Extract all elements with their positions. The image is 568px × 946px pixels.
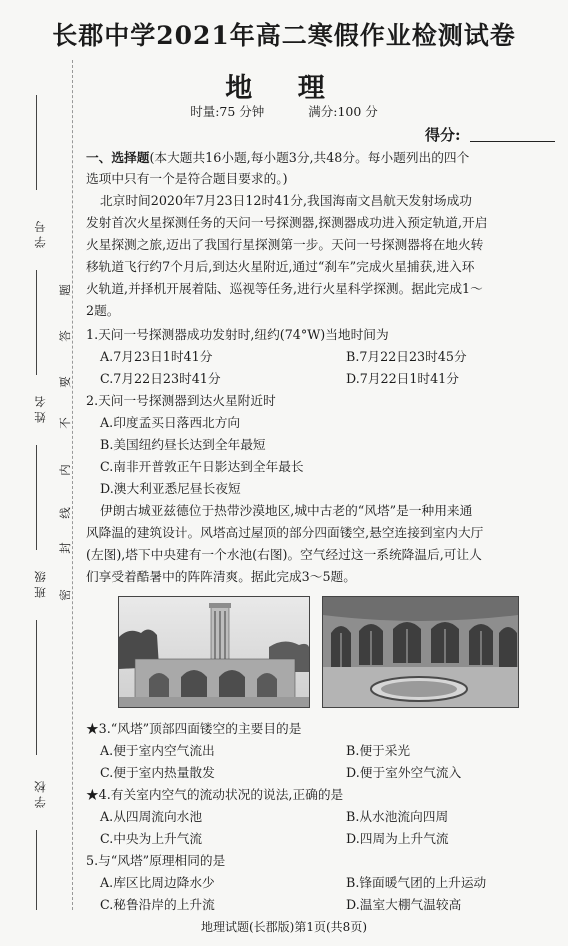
question-5-stem: 5.与“风塔”原理相同的是 [86,853,226,868]
passage-1-line-1: 北京时间2020年7月23日12时41分,我国海南文昌航天发射场成功 [100,193,472,208]
q4-option-a[interactable]: A.从四周流向水池 [100,809,203,824]
seal-char-5: 不 [58,417,72,429]
section-instruction [86,147,556,169]
q3-option-d[interactable]: D.便于室外空气流入 [346,765,462,780]
question-3-stem: ★3.“风塔”顶部四面镂空的主要目的是 [86,721,302,736]
exam-title: 长郡中学2021年高二寒假作业检测试卷 [52,21,516,50]
subject-title: 地 理 [225,73,343,104]
passage-1-line-4: 移轨道飞行约7个月后,到达火星附近,通过“刹车”完成火星捕获,进入环 [86,259,475,274]
margin-line-3 [36,445,38,550]
q5-option-d[interactable]: D.温室大棚气温较高 [346,897,462,912]
wind-tower-exterior-photo [118,596,310,708]
q1-option-c[interactable]: C.7月22日23时41分 [100,371,221,386]
exam-meta [0,102,568,120]
score-blank[interactable] [470,141,555,142]
student-number-label: 学 号 [33,221,47,249]
time-limit: 时量:75 分钟 [190,104,265,119]
margin-line-4 [36,620,38,755]
margin-line-2 [36,270,38,375]
passage-2-line-2: 风降温的建筑设计。风塔高过屋顶的部分四面镂空,悬空连接到室内大厅 [86,525,484,540]
passage-1-line-5: 火轨道,并择机开展着陆、巡视等任务,进行火星科学探测。据此完成1～ [86,281,483,296]
seal-dashed-line [72,60,73,910]
q3-option-b[interactable]: B.便于采光 [346,743,411,758]
q2-option-d[interactable]: D.澳大利亚悉尼昼长夜短 [100,481,241,496]
seal-char-2: 封 [58,542,72,554]
q1-option-b[interactable]: B.7月22日23时45分 [346,349,467,364]
q4-option-d[interactable]: D.四周为上升气流 [346,831,449,846]
seal-char-3: 线 [58,507,72,519]
q2-option-a[interactable]: A.印度孟买日落西北方向 [100,415,241,430]
q3-option-c[interactable]: C.便于室内热量散发 [100,765,215,780]
seal-char-6: 要 [58,376,72,388]
q1-option-a[interactable]: A.7月23日1时41分 [100,349,213,364]
seal-char-8: 题 [58,284,72,296]
margin-line-top [36,95,38,190]
instruction-line-1: (本大题共16小题,每小题3分,共48分。每小题列出的四个 [149,150,470,165]
score-label: 得分: [425,126,461,144]
wind-tower-interior-photo [322,596,519,708]
q5-option-c[interactable]: C.秘鲁沿岸的上升流 [100,897,215,912]
school-label: 学 校 [33,781,47,809]
question-2-stem: 2.天问一号探测器到达火星附近时 [86,393,276,408]
full-score: 满分:100 分 [308,104,378,119]
passage-1-line-2: 发射首次火星探测任务的天问一号探测器,探测器成功进入预定轨道,开启 [86,215,488,230]
q1-option-d[interactable]: D.7月22日1时41分 [346,371,459,386]
passage-1-line-3: 火星探测之旅,迈出了我国行星探测第一步。天问一号探测器将在地火转 [86,237,484,252]
class-label: 班 级 [33,571,47,599]
passage-1-line-6: 2题。 [86,303,120,318]
page-footer: 地理试题(长郡版)第1页(共8页) [201,920,367,934]
q2-option-b[interactable]: B.美国纽约昼长达到全年最短 [100,437,266,452]
passage-2-line-1: 伊朗古城亚兹德位于热带沙漠地区,城中古老的“风塔”是一种用来通 [100,503,473,518]
section-heading: 一、选择题 [86,150,150,165]
name-label: 姓 名 [33,396,47,424]
question-1-stem: 1.天问一号探测器成功发射时,纽约(74°W)当地时间为 [86,327,389,342]
q2-option-c[interactable]: C.南非开普敦正午日影达到全年最长 [100,459,304,474]
seal-char-7: 答 [58,330,72,342]
q5-option-a[interactable]: A.库区比周边降水少 [100,875,215,890]
q3-option-a[interactable]: A.便于室内空气流出 [100,743,215,758]
seal-char-1: 密 [58,589,72,601]
passage-2-line-4: 们享受着酷暑中的阵阵清爽。据此完成3～5题。 [86,569,356,584]
q4-option-b[interactable]: B.从水池流向四周 [346,809,449,824]
margin-line-bottom [36,830,38,910]
passage-2-line-3: (左图),塔下中央建有一个水池(右图)。空气经过这一系统降温后,可让人 [86,547,482,562]
instruction-line-2: 选项中只有一个是符合题目要求的。) [86,171,288,186]
seal-char-4: 内 [58,464,72,476]
question-4-stem: ★4.有关室内空气的流动状况的说法,正确的是 [86,787,344,802]
q4-option-c[interactable]: C.中央为上升气流 [100,831,203,846]
q5-option-b[interactable]: B.锋面暖气团的上升运动 [346,875,487,890]
